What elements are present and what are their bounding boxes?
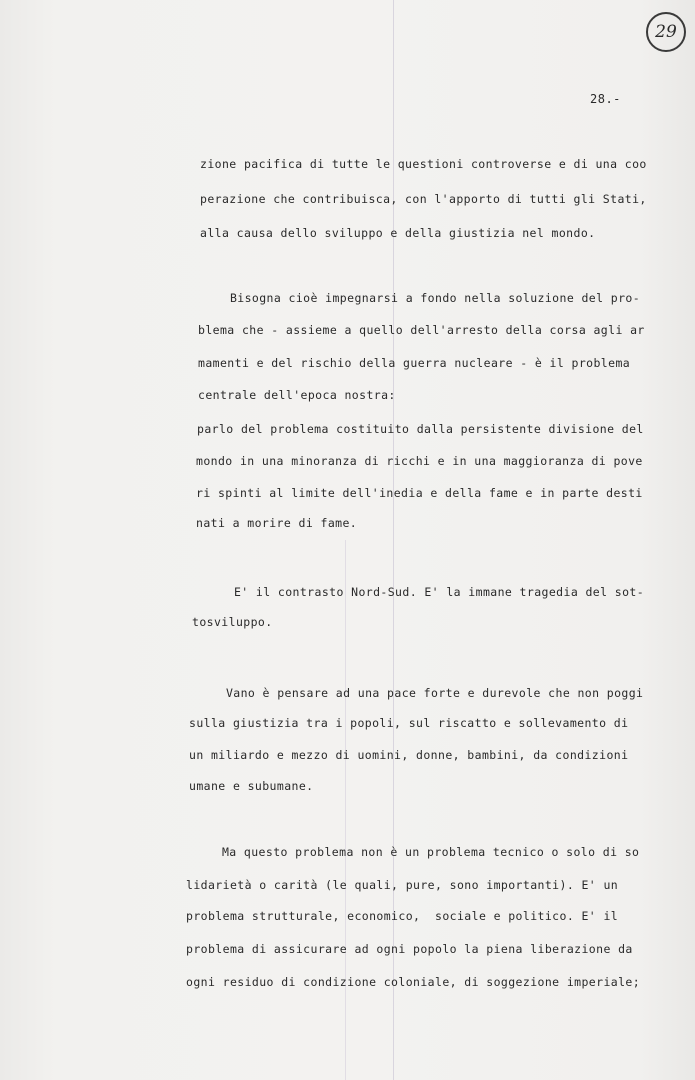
text-line: mondo in una minoranza di ricchi e in una maggioranza di pove bbox=[196, 454, 643, 468]
text-line: Vano è pensare ad una pace forte e durevole che non poggi bbox=[182, 686, 644, 700]
text-line: umane e subumane. bbox=[189, 779, 314, 793]
text-line: E' il contrasto Nord-Sud. E' la immane tragedia del sot- bbox=[190, 585, 645, 599]
text-line: perazione che contribuisca, con l'apporto di tutti gli Stati, bbox=[200, 192, 647, 206]
text-line: tosviluppo. bbox=[192, 615, 273, 629]
text-line: problema di assicurare ad ogni popolo la piena liberazione da bbox=[186, 942, 633, 956]
text-line: ogni residuo di condizione coloniale, di soggezione imperiale; bbox=[186, 975, 641, 989]
text-line: ri spinti al limite dell'inedia e della fame e in parte desti bbox=[196, 486, 643, 500]
text-line: un miliardo e mezzo di uomini, donne, bambini, da condizioni bbox=[189, 748, 629, 762]
text-line: Ma questo problema non è un problema tecnico o solo di so bbox=[178, 845, 640, 859]
stamp-number: 29 bbox=[655, 22, 677, 42]
paper-fold-line-lower bbox=[345, 540, 346, 1080]
archive-stamp bbox=[646, 12, 686, 52]
text-line: blema che - assieme a quello dell'arresto della corsa agli ar bbox=[198, 323, 645, 337]
page-number: 28.- bbox=[590, 92, 621, 106]
text-line: centrale dell'epoca nostra: bbox=[198, 388, 396, 402]
text-line: alla causa dello sviluppo e della giustizia nel mondo. bbox=[200, 226, 596, 240]
text-line: parlo del problema costituito dalla persistente divisione del bbox=[197, 422, 644, 436]
text-line: mamenti e del rischio della guerra nucleare - è il problema bbox=[198, 356, 631, 370]
text-line: problema strutturale, economico, sociale e politico. E' il bbox=[186, 909, 619, 923]
text-line: zione pacifica di tutte le questioni controverse e di una coo bbox=[200, 157, 647, 171]
text-line: sulla giustizia tra i popoli, sul riscatto e sollevamento di bbox=[189, 716, 629, 730]
text-line: nati a morire di fame. bbox=[196, 516, 358, 530]
text-line: lidarietà o carità (le quali, pure, sono importanti). E' un bbox=[186, 878, 619, 892]
text-line: Bisogna cioè impegnarsi a fondo nella soluzione del pro- bbox=[186, 291, 641, 305]
